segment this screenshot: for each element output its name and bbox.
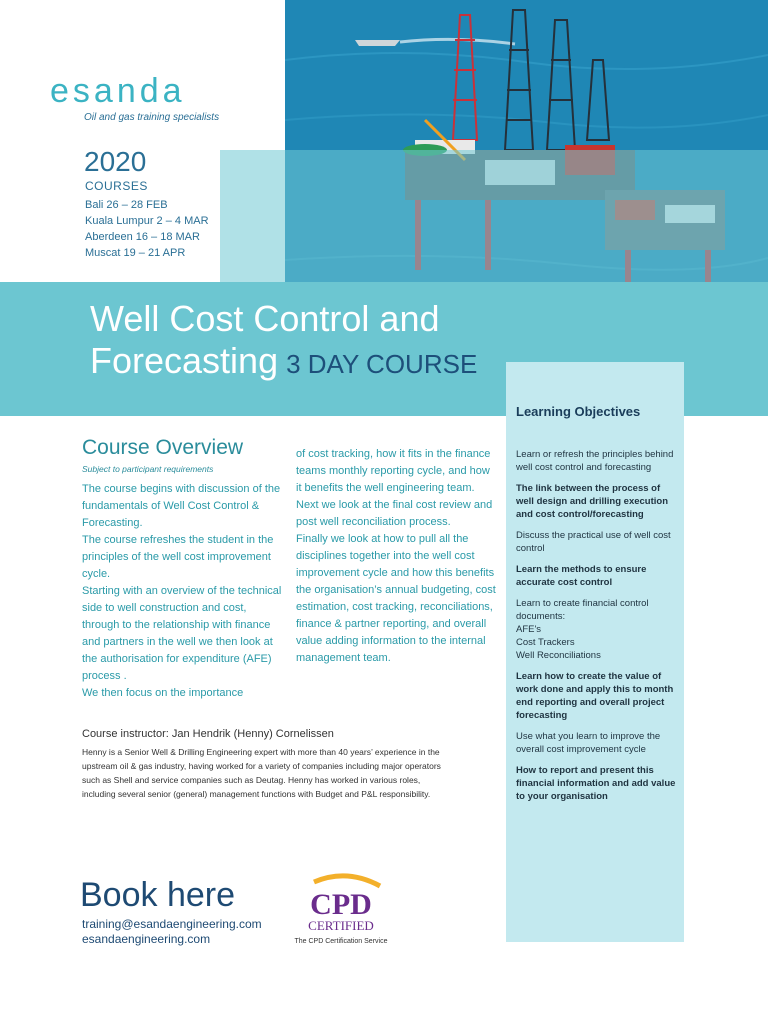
course-title-line1: Well Cost Control and (90, 298, 440, 339)
course-year: 2020 (84, 146, 147, 177)
instructor-bio: Henny is a Senior Well & Drilling Engineering expert with more than 40 years’ experience in the upstream oil & gas industry, having worked for a variety of companies including major operators such as Shell and service companies such as Deutag. Henny has worked in various roles, including several senior (general) management functions with Budget and P&L responsibility. (82, 747, 441, 799)
overview-column-1 (82, 481, 282, 702)
booking-website-link[interactable]: esandaengineering.com (82, 932, 211, 946)
overview-paragraph: Finally we look at how to pull all the disciplines together into the well cost improvement cycle and how this benefits the organisation’s annual budgeting, cost estimation, cost tracking, reconciliations, finance & partner reporting, and overall value adding information to the internal management team. (296, 533, 496, 664)
learning-objective-item: Learn the methods to ensure accurate cost control (516, 564, 647, 588)
learning-objectives-list (516, 448, 676, 811)
overview-paragraph: Next we look at the final cost review and post well reconciliation process. (296, 499, 493, 528)
learning-objective-item: Learn or refresh the principles behind well cost control and forecasting (516, 449, 674, 473)
course-title-line2 (90, 340, 477, 382)
book-here-heading: Book here (80, 876, 235, 914)
brand-logo: esanda (50, 72, 186, 110)
course-duration: 3 DAY COURSE (286, 349, 478, 379)
overview-paragraph: We then focus on the importance (82, 687, 244, 699)
cpd-mark: CPD (310, 888, 372, 921)
cpd-certified-text: CERTIFIED (308, 918, 374, 933)
overview-paragraph: The course refreshes the student in the principles of the well cost improvement cycle. (82, 534, 274, 580)
decorative-band-top (220, 150, 768, 282)
overview-paragraph: of cost tracking, how it fits in the finance teams monthly reporting cycle, and how it benefits the well engineering team. (296, 448, 491, 494)
course-dates (85, 197, 209, 261)
overview-note: Subject to participant requirements (82, 464, 214, 474)
course-title-word: Forecasting (90, 340, 279, 381)
learning-objective-item: Use what you learn to improve the overall cost improvement cycle (516, 731, 661, 755)
cpd-service-text: The CPD Certification Service (294, 938, 388, 945)
course-date: Muscat 19 – 21 APR (85, 247, 186, 259)
overview-column-2 (296, 446, 496, 667)
courses-label: COURSES (85, 179, 148, 193)
overview-paragraph: Starting with an overview of the technical side to well construction and cost, through to the relationship with finance and partners in the well we then look at the authorisation for expenditure (AFE) process . (82, 585, 282, 682)
overview-paragraph: The course begins with discussion of the fundamentals of Well Cost Control & Forecasting. (82, 483, 281, 529)
course-date: Aberdeen 16 – 18 MAR (85, 231, 200, 243)
learning-objectives-heading: Learning Objectives (516, 404, 641, 419)
learning-objective-item: Discuss the practical use of well cost control (516, 530, 671, 554)
course-date: Kuala Lumpur 2 – 4 MAR (85, 215, 209, 227)
instructor-heading: Course instructor: Jan Hendrik (Henny) Cornelissen (82, 728, 334, 740)
learning-objective-item: Learn to create financial control documents: AFE's Cost Trackers Well Reconciliations (516, 598, 649, 661)
cpd-certified-badge (292, 872, 390, 954)
cpd-swoosh-icon (314, 876, 380, 886)
learning-objective-item: The link between the process of well design and drilling execution and cost control/forecasting (516, 483, 669, 520)
course-date: Bali 26 – 28 FEB (85, 199, 168, 211)
booking-email-link[interactable]: training@esandaengineering.com (82, 917, 262, 931)
learning-objective-item: Learn how to create the value of work done and apply this to month end reporting and overall project forecasting (516, 671, 674, 721)
overview-heading: Course Overview (82, 436, 244, 459)
brand-tagline: Oil and gas training specialists (84, 112, 220, 123)
learning-objective-item: How to report and present this financial information and add value to your organisation (516, 765, 676, 802)
